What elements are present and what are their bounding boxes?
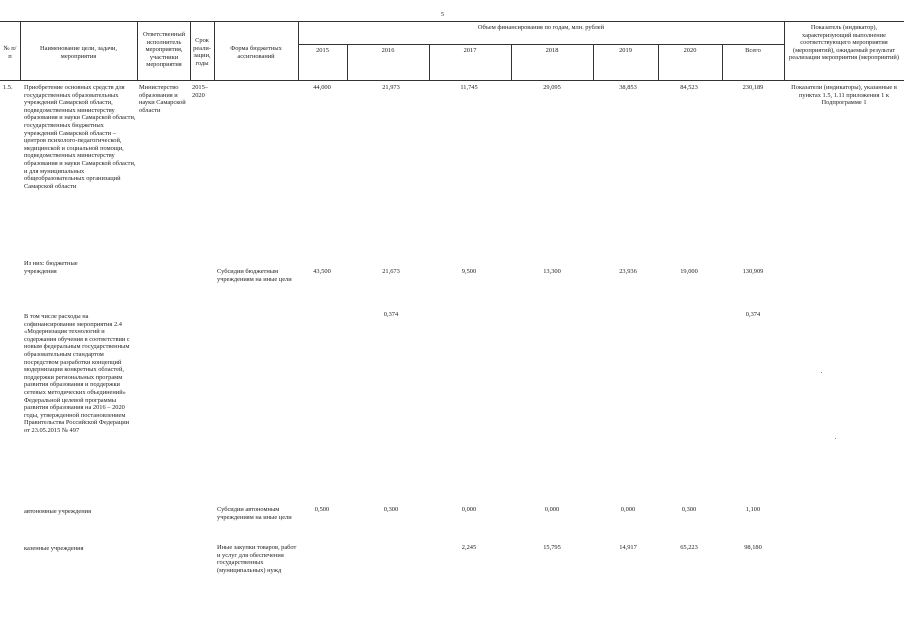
col-line-2 (137, 21, 138, 81)
row-autonomous-form: Субсидии автономным учреждениям на иные цели (217, 506, 292, 521)
row-federal-name: В том числе расходы на софинансирование мероприятия 2.4 «Модернизация технологий и содержания обучения в соответствии с новым федеральным государственным образовательным стандартом посредством разработки концепций модернизации конкретных областей, поддержки региональных программ развития образования и поддержки сетевых методических объединений» Федеральной целевой программы развития образования на 2016 – 2020 годы, утвержденной постановлением Правительства Российской Федерации от 23.05.2015 № 497 (24, 313, 130, 434)
row-budget-form: Субсидии бюджетным учреждениям на иные цели (217, 268, 292, 283)
row-state-form: Иные закупки товаров, работ и услуг для обеспечения государственных (муниципальных) нужд (217, 544, 297, 574)
scan-speck (835, 438, 836, 439)
row-state-name: казенные учреждения (24, 545, 84, 552)
row-autonomous-2017: 0,000 (461, 506, 477, 513)
scan-speck (821, 372, 822, 373)
row-autonomous-total: 1,100 (745, 506, 761, 513)
col-line-3 (190, 21, 191, 81)
row-main-name: Приобретение основных средств для государственных образовательных учреждений Самарской области, подведомственных министерству образования и науки Самарской области, государственных бюджетных учреждений Самарской области – центров психолого-педагогической, медицинской и социальной помощи, подведомственных министерству образования и науки Самарской области, и для муниципальных общеобразовательных организаций Самарской области (24, 84, 136, 190)
row-state-total: 98,180 (744, 544, 762, 551)
header-responsible: Ответственный исполнитель мероприятия, участники мероприятия (142, 31, 186, 69)
row-main-2019: 38,853 (619, 84, 637, 91)
row-main-2016: 21,973 (382, 84, 400, 91)
row-autonomous-2018: 0,000 (544, 506, 560, 513)
row-state-2019: 14,917 (619, 544, 637, 551)
row-main-indicator: Показатели (индикаторы), указанные в пунктах 1.5, 1.11 приложения 1 к Подпрограмме 1 (791, 84, 897, 107)
row-federal-2016: 0,374 (383, 311, 399, 318)
header-year-2019: 2019 (619, 47, 632, 54)
header-year-2015: 2015 (316, 47, 329, 54)
col-line-1 (20, 21, 21, 81)
header-total: Всего (745, 47, 761, 54)
row-autonomous-2020: 0,300 (681, 506, 697, 513)
row-budget-2018: 13,300 (543, 268, 561, 275)
row-main-2017: 11,745 (460, 84, 478, 91)
table-top-border (0, 21, 904, 22)
col-line-4 (214, 21, 215, 81)
header-bottom-border (0, 80, 904, 81)
header-name: Наименование цели, задачи, мероприятия (40, 45, 117, 60)
header-year-2017: 2017 (463, 47, 477, 54)
row-budget-2015: 43,500 (313, 268, 331, 275)
row-budget-name: Из них: бюджетные учреждения (24, 260, 78, 275)
row-budget-2016: 21,673 (382, 268, 400, 275)
row-budget-total: 130,909 (742, 268, 764, 275)
row-main-num: 1.5. (3, 84, 13, 91)
header-year-2018: 2018 (545, 47, 559, 54)
row-state-2017: 2,245 (461, 544, 477, 551)
page-number: 5 (441, 12, 444, 18)
row-budget-2017: 9,500 (461, 268, 477, 275)
row-autonomous-2015: 0,500 (314, 506, 330, 513)
row-main-total: 230,189 (742, 84, 764, 91)
row-main-term: 2015–2020 (192, 84, 208, 99)
row-autonomous-name: автономные учреждения (24, 508, 92, 515)
row-autonomous-2019: 0,000 (620, 506, 636, 513)
row-budget-2019: 23,936 (619, 268, 637, 275)
row-main-2018: 29,095 (543, 84, 561, 91)
row-main-2015: 44,000 (313, 84, 331, 91)
years-header-line (298, 44, 784, 45)
header-volume: Объем финансирования по годам, млн. рублей (477, 24, 605, 31)
row-state-2020: 65,223 (680, 544, 698, 551)
row-state-2018: 15,795 (543, 544, 561, 551)
col-line-12 (784, 21, 785, 81)
row-main-2020: 84,523 (680, 84, 698, 91)
header-year-2016: 2016 (381, 47, 395, 54)
header-form: Форма бюджетных ассигнований (230, 45, 282, 60)
header-indicator: Показатель (индикатор), характеризующий выполнение соответствующего мероприятия (мероприятий), ожидаемый результат реализации мероприятия (мероприятий) (789, 24, 899, 62)
header-year-2020: 2020 (683, 47, 697, 54)
row-main-responsible: Министерство образования и науки Самарской области (139, 84, 186, 114)
row-budget-2020: 19,000 (680, 268, 698, 275)
row-autonomous-2016: 0,300 (383, 506, 399, 513)
header-num: № п/п (3, 45, 17, 60)
row-federal-total: 0,374 (745, 311, 761, 318)
header-term: Срок реали-зации, годы (193, 37, 211, 67)
